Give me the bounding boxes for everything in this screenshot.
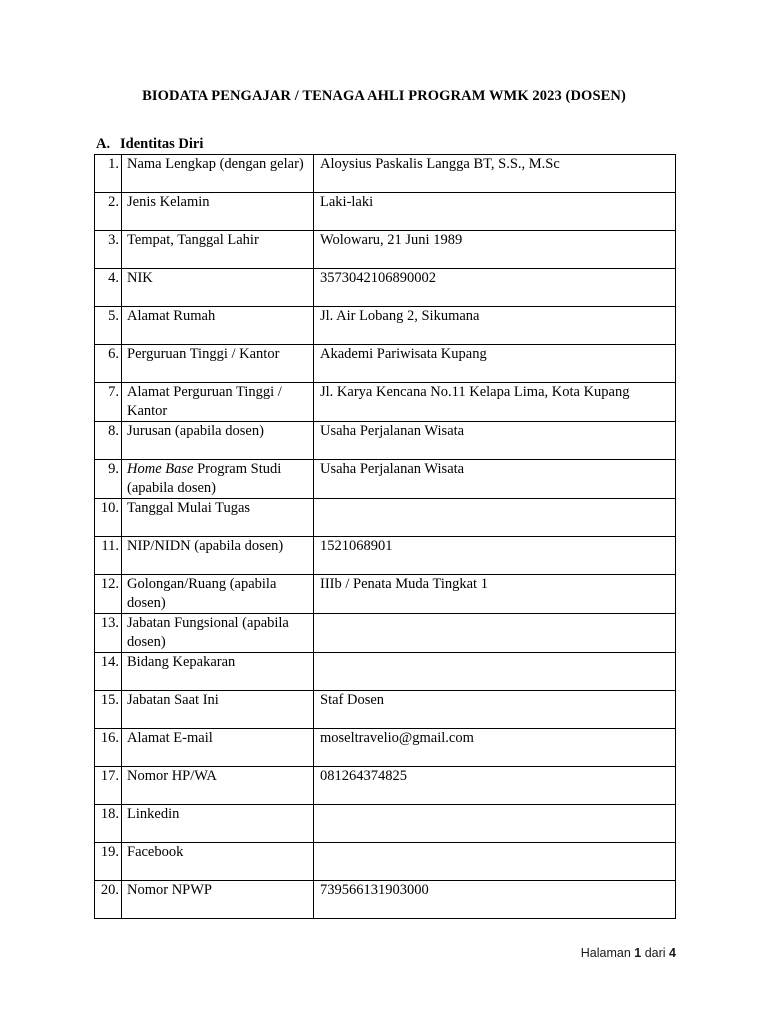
row-value bbox=[314, 653, 676, 691]
row-number: 17. bbox=[95, 767, 122, 805]
row-label: Facebook bbox=[122, 843, 314, 881]
row-number: 19. bbox=[95, 843, 122, 881]
row-value: Jl. Air Lobang 2, Sikumana bbox=[314, 307, 676, 345]
row-value: Laki-laki bbox=[314, 193, 676, 231]
row-label: Alamat Rumah bbox=[122, 307, 314, 345]
row-number: 11. bbox=[95, 537, 122, 575]
row-label: Tanggal Mulai Tugas bbox=[122, 499, 314, 537]
row-number: 5. bbox=[95, 307, 122, 345]
row-label: Perguruan Tinggi / Kantor bbox=[122, 345, 314, 383]
row-number: 14. bbox=[95, 653, 122, 691]
row-label: NIP/NIDN (apabila dosen) bbox=[122, 537, 314, 575]
row-label: Alamat Perguruan Tinggi / Kantor bbox=[122, 383, 314, 422]
row-label: Linkedin bbox=[122, 805, 314, 843]
footer-prefix: Halaman bbox=[580, 946, 631, 960]
row-number: 18. bbox=[95, 805, 122, 843]
row-label: Bidang Kepakaran bbox=[122, 653, 314, 691]
row-number: 10. bbox=[95, 499, 122, 537]
row-value bbox=[314, 805, 676, 843]
row-number: 3. bbox=[95, 231, 122, 269]
table-row bbox=[95, 729, 676, 767]
row-label-italic: Home Base bbox=[127, 461, 194, 477]
page-title: BIODATA PENGAJAR / TENAGA AHLI PROGRAM WMK 2023 (DOSEN) bbox=[142, 88, 626, 104]
row-value bbox=[314, 843, 676, 881]
row-value: 739566131903000 bbox=[314, 881, 676, 919]
row-value: 081264374825 bbox=[314, 767, 676, 805]
table-row bbox=[95, 307, 676, 345]
row-label-text: Program Studi (apabila dosen) bbox=[127, 461, 282, 496]
table-row bbox=[95, 767, 676, 805]
table-row bbox=[95, 843, 676, 881]
row-value: 1521068901 bbox=[314, 537, 676, 575]
row-value: Wolowaru, 21 Juni 1989 bbox=[314, 231, 676, 269]
row-number: 13. bbox=[95, 614, 122, 653]
table-row bbox=[95, 881, 676, 919]
page-footer bbox=[581, 946, 676, 960]
identity-table-body bbox=[95, 155, 676, 919]
row-label: Jenis Kelamin bbox=[122, 193, 314, 231]
row-number: 6. bbox=[95, 345, 122, 383]
row-value: IIIb / Penata Muda Tingkat 1 bbox=[314, 575, 676, 614]
row-number: 12. bbox=[95, 575, 122, 614]
row-number: 15. bbox=[95, 691, 122, 729]
row-number: 4. bbox=[95, 269, 122, 307]
row-label: Tempat, Tanggal Lahir bbox=[122, 231, 314, 269]
row-label bbox=[122, 460, 314, 499]
row-value: 3573042106890002 bbox=[314, 269, 676, 307]
row-value: Usaha Perjalanan Wisata bbox=[314, 460, 676, 499]
table-row bbox=[95, 653, 676, 691]
row-label: Golongan/Ruang (apabila dosen) bbox=[122, 575, 314, 614]
row-label: NIK bbox=[122, 269, 314, 307]
row-value: Jl. Karya Kencana No.11 Kelapa Lima, Kota Kupang bbox=[314, 383, 676, 422]
table-row bbox=[95, 193, 676, 231]
table-row bbox=[95, 805, 676, 843]
section-heading bbox=[96, 136, 203, 153]
table-row bbox=[95, 691, 676, 729]
row-label: Nomor HP/WA bbox=[122, 767, 314, 805]
footer-total-pages: 4 bbox=[669, 946, 676, 960]
row-label: Nomor NPWP bbox=[122, 881, 314, 919]
row-value: Staf Dosen bbox=[314, 691, 676, 729]
row-value: moseltravelio@gmail.com bbox=[314, 729, 676, 767]
row-label: Jabatan Fungsional (apabila dosen) bbox=[122, 614, 314, 653]
row-label: Alamat E-mail bbox=[122, 729, 314, 767]
section-letter: A. bbox=[96, 136, 111, 152]
row-number: 16. bbox=[95, 729, 122, 767]
table-row bbox=[95, 499, 676, 537]
table-row bbox=[95, 383, 676, 422]
row-label: Jabatan Saat Ini bbox=[122, 691, 314, 729]
table-row bbox=[95, 537, 676, 575]
table-row bbox=[95, 422, 676, 460]
row-value bbox=[314, 499, 676, 537]
table-row bbox=[95, 231, 676, 269]
row-value: Usaha Perjalanan Wisata bbox=[314, 422, 676, 460]
table-row bbox=[95, 460, 676, 499]
row-number: 9. bbox=[95, 460, 122, 499]
table-row bbox=[95, 345, 676, 383]
section-heading-text: Identitas Diri bbox=[120, 136, 204, 152]
table-row bbox=[95, 614, 676, 653]
table-row bbox=[95, 155, 676, 193]
row-value: Aloysius Paskalis Langga BT, S.S., M.Sc bbox=[314, 155, 676, 193]
row-label: Jurusan (apabila dosen) bbox=[122, 422, 314, 460]
row-value: Akademi Pariwisata Kupang bbox=[314, 345, 676, 383]
row-value bbox=[314, 614, 676, 653]
table-row bbox=[95, 269, 676, 307]
identity-table bbox=[94, 154, 676, 919]
row-number: 2. bbox=[95, 193, 122, 231]
footer-middle: dari bbox=[644, 946, 666, 960]
footer-current-page: 1 bbox=[634, 946, 642, 960]
row-number: 1. bbox=[95, 155, 122, 193]
row-number: 7. bbox=[95, 383, 122, 422]
row-number: 8. bbox=[95, 422, 122, 460]
row-label: Nama Lengkap (dengan gelar) bbox=[122, 155, 314, 193]
row-number: 20. bbox=[95, 881, 122, 919]
table-row bbox=[95, 575, 676, 614]
